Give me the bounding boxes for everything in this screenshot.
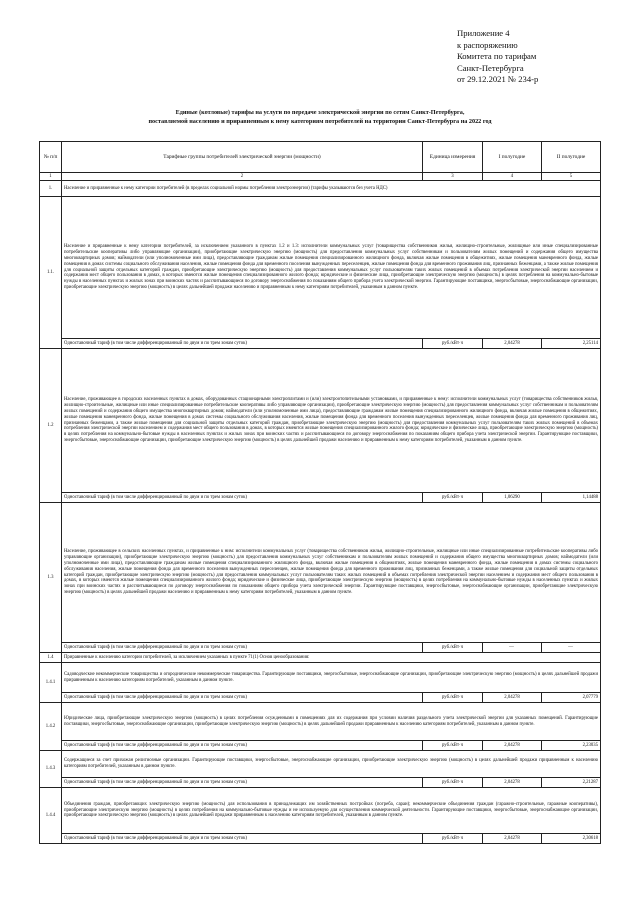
tariff-h2: — [542,643,601,653]
tariff-h2: 2,23035 [542,741,601,751]
colnum: 3 [423,173,483,181]
table-row [40,751,601,778]
table-row [40,788,601,834]
tariff-unit: руб./кВт·ч [423,493,483,503]
colnum: 2 [62,173,423,181]
appendix-line: от 29.12.2021 № 234-р [457,74,539,85]
tariff-row [40,493,601,503]
table-row [40,653,601,663]
row-text: Население, проживающее в сельских населенных пунктах, и приравненные к ним: исполнители коммунальных услуг (товарищества собственников жилья, жилищно-строительные, жилищные или иные специализированные потребительские кооперативы либо управляющие организации), приобретающие электрическую энергию (мощность) для предоставления коммунальных услуг собственникам и пользователям жилых помещений и содержания общего имущества многоквартирных домов; наймодатели (или уполномоченные ими лица), предоставляющие гражданам жилые помещения специализированного жилищного фонда, включая жилые помещения в общежитиях, жилые помещения маневренного фонда, жилые помещения в домах системы социального обслуживания населения, жилые помещения фонда для временного поселения вынужденных переселенцев, жилые помещения фонда для временного проживания лиц, признанных беженцами, а также жилые помещения для социальной защиты отдельных категорий граждан, приобретающие электрическую энергию (мощность) для предоставления коммунальных услуг пользователям таких жилых помещений в объемах потребления электрической энергии населением и содержания мест общего пользования в домах, в которых имеются жилые помещения специализированного жилого фонда; юридические и физические лица, приобретающие электрическую энергию (мощность) в целях потребления на коммунально-бытовые нужды в населенных пунктах и жилых зонах при воинских частях и рассчитывающиеся по договору энергоснабжения по показаниям общего прибора учета электрической энергии. Гарантирующие поставщики, энергосбытовые, энергоснабжающие организации, приобретающие электрическую энергию (мощность) в целях дальнейшей продажи населению и приравненным к нему категориям потребителей, указанным в данном пункте. [62,503,601,643]
tariff-row [40,741,601,751]
tariff-table [39,141,601,844]
row-text: Население и приравненные к нему категории потребителей, за исключением указанного в пунктах 1.2 и 1.3: исполнители коммунальных услуг (товарищества собственников жилья, жилищно-строительные, жилищные или иные специализированные потребительские кооперативы либо управляющие организации), приобретающие электрическую энергию (мощность) для предоставления коммунальных услуг собственникам и пользователям жилых помещений и содержания общего имущества многоквартирных домов; наймодатели (или уполномоченные ими лица), предоставляющие гражданам жилые помещения специализированного жилищного фонда, включая жилые помещения в общежитиях, жилые помещения маневренного фонда, жилые помещения в домах системы социального обслуживания населения, жилые помещения фонда для временного поселения вынужденных переселенцев, жилые помещения фонда для временного проживания лиц, признанных беженцами, а также жилые помещения для социальной защиты отдельных категорий граждан, приобретающие электрическую энергию (мощность) для предоставления коммунальных услуг пользователям таких жилых помещений в объемах потребления электрической энергии населением и содержания мест общего пользования в домах, в которых имеются жилые помещения специализированного жилого фонда; юридические и физические лица, приобретающие электрическую энергию (мощность) в целях потребления на коммунально-бытовые нужды в населенных пунктах и жилых зонах при воинских частях и рассчитывающиеся по договору энергоснабжения по показаниям общего прибора учета электрической энергии. Гарантирующие поставщики, энергосбытовые, энергоснабжающие организации, приобретающие электрическую энергию (мощность) в целях дальнейшей продажи населению и приравненным к нему категориям потребителей, указанным в данном пункте. [62,197,601,339]
row-num: 1.4.1 [40,663,62,703]
row-num: 1.4.4 [40,788,62,844]
header-half2: II полугодие [542,142,601,173]
tariff-h2: 2,07779 [542,693,601,703]
header-half1: I полугодие [483,142,542,173]
table-row [40,503,601,643]
tariff-h1: 2,04278 [483,834,542,844]
tariff-h1: 1,06290 [483,493,542,503]
tariff-h1: 2,04278 [483,693,542,703]
tariff-unit: руб./кВт·ч [423,778,483,788]
tariff-row [40,339,601,349]
tariff-h1: 2,04278 [483,339,542,349]
row-num: 1. [40,181,62,197]
header-groups: Тарифные группы потребителей электрической энергии (мощности) [62,142,423,173]
tariff-unit: руб./кВт·ч [423,741,483,751]
tariff-h1: — [483,643,542,653]
row-text: Объединения граждан, приобретающих электрическую энергию (мощность) для использования в принадлежащих им хозяйственных постройках (погреба, сараи); некоммерческие объединения граждан (гаражно-строительные, гаражные кооперативы), приобретающие электрическую энергию (мощность) в целях потребления на коммунально-бытовые нужды и не используемую для осуществления коммерческой деятельности. Гарантирующие поставщики, энергосбытовые, энергоснабжающие организации, приобретающие электрическую энергию (мощность) в целях дальнейшей продажи приравненным к населению категориям потребителей, указанным в данном пункте. [62,788,601,834]
tariff-row [40,834,601,844]
row-num: 1.4.2 [40,703,62,751]
row-text: Юридические лица, приобретающие электрическую энергию (мощность) в целях потребления осужденными в помещениях для их содержания при условии наличия раздельного учета электрической энергии для указанных помещений. Гарантирующие поставщики, энергосбытовые, энергоснабжающие организации, приобретающие электрическую энергию (мощность) в целях дальнейшей продажи приравненным к населению категориям потребителей, указанным в данном пункте. [62,703,601,741]
row-num: 1.1. [40,197,62,349]
tariff-label: Одноставочный тариф (в том числе дифференцированный по двум и по трем зонам суток) [62,339,423,349]
header-unit: Единица измерения [423,142,483,173]
colnum: 5 [542,173,601,181]
row-text: Содержащиеся за счет прихожан религиозные организации. Гарантирующие поставщики, энергосбытовые, энергоснабжающие организации, приобретающие электрическую энергию (мощность) в целях дальнейшей продажи приравненным к населению категориям потребителей, указанным в данном пункте. [62,751,601,778]
row-num: 1.4.3 [40,751,62,788]
row-text: Население, проживающее в городских населенных пунктах в домах, оборудованных стационарными электроплитами и (или) электроотопительными установками, и приравненные к нему: исполнители коммунальных услуг (товарищества собственников жилья, жилищно-строительные, жилищные или иные специализированные потребительские кооперативы либо управляющие организации), приобретающие электрическую энергию (мощность) для предоставления коммунальных услуг собственникам и пользователям жилых помещений и содержания общего имущества многоквартирных домов; наймодатели (или уполномоченные ими лица), предоставляющие гражданам жилые помещения специализированного жилищного фонда, включая жилые помещения в общежитиях, жилые помещения маневренного фонда, жилые помещения в домах системы социального обслуживания населения, жилые помещения фонда для временного поселения вынужденных переселенцев, жилые помещения фонда для временного проживания лиц, признанных беженцами, а также жилые помещения для социальной защиты отдельных категорий граждан, приобретающие электрическую энергию (мощность) для предоставления коммунальных услуг пользователям таких жилых помещений в объемах потребления электрической энергии населением и содержания мест общего пользования в домах, в которых имеются жилые помещения специализированного жилого фонда; юридические и физические лица, приобретающие электрическую энергию (мощность) в целях потребления на коммунально-бытовые нужды в населенных пунктах и жилых зонах при воинских частях и рассчитывающиеся по договору энергоснабжения по показаниям общего прибора учета электрической энергии. Гарантирующие поставщики, энергосбытовые, энергоснабжающие организации, приобретающие электрическую энергию (мощность) в целях дальнейшей продажи населению и приравненным к нему категориям потребителей, указанным в данном пункте. [62,349,601,493]
table-row [40,181,601,197]
tariff-unit: руб./кВт·ч [423,643,483,653]
tariff-unit: руб./кВт·ч [423,693,483,703]
tariff-h1: 2,04278 [483,741,542,751]
appendix-line: к распоряжению [457,39,518,50]
row-num: 1.4 [40,653,62,663]
tariff-row [40,693,601,703]
tariff-label: Одноставочный тариф (в том числе дифференцированный по двум и по трем зонам суток) [62,493,423,503]
table-row [40,349,601,493]
document-title [40,108,600,126]
colnum: 4 [483,173,542,181]
row-num: 1.2 [40,349,62,503]
tariff-row [40,778,601,788]
table-row [40,197,601,339]
tariff-h2: 2,25114 [542,339,601,349]
row-text: Садоводческие некоммерческие товарищества и огороднические некоммерческие товарищества. Гарантирующие поставщики, энергосбытовые, энергоснабжающие организации, приобретающие электрическую энергию (мощность) в целях дальнейшей продажи приравненным к населению категориям потребителей, указанным в данном пункте. [62,663,601,693]
title-line-1: Единые (котловые) тарифы на услуги по передаче электрической энергии по сетям Санкт-Петербурга, [175,109,465,116]
tariff-h1: 2,04278 [483,778,542,788]
tariff-label: Одноставочный тариф (в том числе дифференцированный по двум и по трем зонам суток) [62,778,423,788]
colnum: 1 [40,173,62,181]
appendix-line: Санкт-Петербурга [457,62,524,73]
appendix-line: Комитета по тарифам [457,51,537,62]
table-row [40,703,601,741]
appendix-line: Приложение 4 [457,28,510,38]
header-num: № п/п [40,142,62,173]
tariff-label: Одноставочный тариф (в том числе дифференцированный по двум и по трем зонам суток) [62,643,423,653]
table-row [40,663,601,693]
tariff-unit: руб./кВт·ч [423,339,483,349]
row-text: Население и приравненные к нему категории потребителей (в пределах социальной нормы потребления электроэнергии) (тарифы указываются без учета НДС) [62,181,601,197]
tariff-h2: 2,21287 [542,778,601,788]
tariff-label: Одноставочный тариф (в том числе дифференцированный по двум и по трем зонам суток) [62,834,423,844]
appendix-block [457,28,538,86]
table-header-row [40,142,601,173]
row-num: 1.3 [40,503,62,653]
column-number-row [40,173,601,181]
tariff-h2: 2,30618 [542,834,601,844]
row-text: Приравненные к населению категории потребителей, за исключением указанных в пункте 71(1) Основ ценообразования: [62,653,601,663]
title-line-2: поставляемой населению и приравненным к нему категориям потребителей на территории Санкт-Петербурга на 2022 год [148,118,492,125]
tariff-label: Одноставочный тариф (в том числе дифференцированный по двум и по трем зонам суток) [62,741,423,751]
tariff-label: Одноставочный тариф (в том числе дифференцированный по двум и по трем зонам суток) [62,693,423,703]
tariff-h2: 1,14488 [542,493,601,503]
tariff-unit: руб./кВт·ч [423,834,483,844]
tariff-row [40,643,601,653]
